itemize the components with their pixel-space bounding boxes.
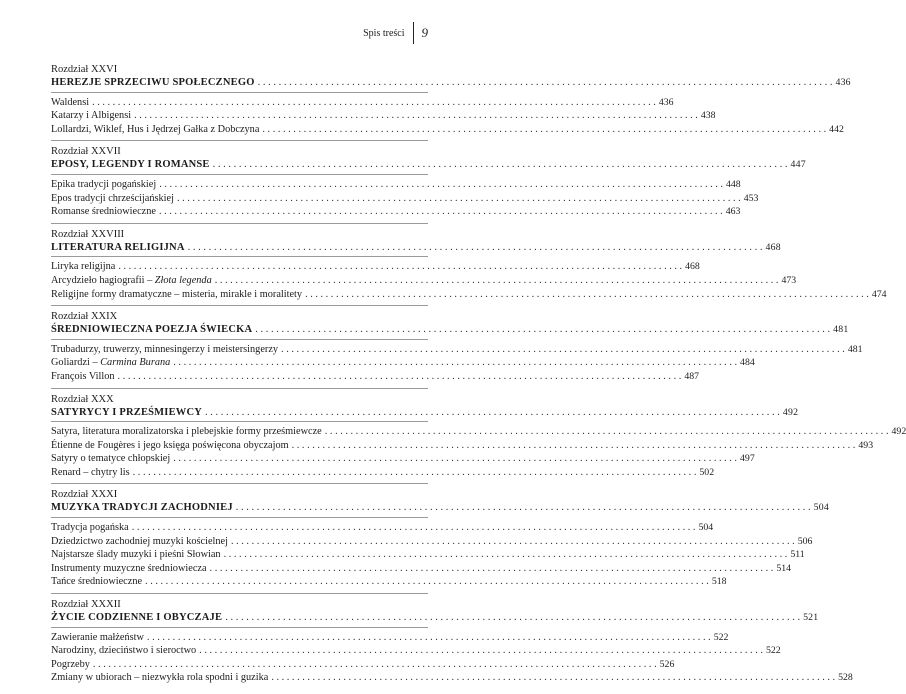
chapter-label: Rozdział XXXI [51, 489, 118, 501]
entry-text: Arcydzieło hagiografii – [51, 274, 155, 286]
entry-text: Étienne de Fougères i jego księga poświęcona obyczajom [51, 439, 289, 451]
dot-leader [134, 109, 698, 123]
chapter-title-row[interactable] [51, 501, 829, 515]
page-number: 9 [421, 25, 428, 40]
header-divider [413, 22, 414, 44]
entry-page-number: 448 [726, 178, 741, 190]
dot-leader [255, 323, 830, 337]
chapter-title: SATYRYCY I PRZEŚMIEWCY [51, 406, 203, 418]
toc-entry[interactable] [51, 123, 844, 137]
dot-leader [159, 178, 723, 192]
chapter-heading [51, 311, 849, 340]
toc-entry[interactable] [51, 370, 700, 384]
toc-entry[interactable] [51, 644, 781, 658]
entry-text: François Villon [51, 370, 115, 382]
entry-text: Narodziny, dzieciństwo i sieroctwo [51, 645, 197, 657]
entry-page-number: 526 [659, 658, 675, 670]
chapter-page-number: 481 [833, 324, 849, 336]
entry-text: Katarzy i Albigensi [51, 110, 132, 122]
entry-page-number: 504 [698, 522, 714, 534]
entry-text: Trubadurzy, truwerzy, minnesingerzy i meistersingerzy [51, 343, 279, 355]
entry-title [51, 521, 129, 535]
chapter-title-row[interactable] [51, 158, 806, 172]
entry-page-number: 442 [829, 123, 844, 135]
chapter-heading [51, 146, 806, 175]
chapter-section [51, 64, 851, 141]
chapter-title-row[interactable] [51, 611, 819, 625]
entry-page-number: 493 [858, 439, 874, 451]
toc-entry[interactable] [51, 575, 727, 589]
chapter-title: EPOSY, LEGENDY I ROMANSE [51, 159, 210, 171]
entry-title [51, 671, 268, 685]
entry-title [51, 644, 196, 658]
entry-page-number: 463 [725, 206, 741, 218]
entry-title [51, 575, 142, 589]
toc-entry[interactable] [51, 631, 729, 645]
dot-leader [262, 123, 826, 137]
entry-title [51, 178, 156, 192]
entry-page-number: 481 [847, 343, 863, 355]
entry-text: Dziedzictwo zachodniej muzyki kościelnej [51, 535, 228, 547]
chapter-title-row[interactable] [51, 76, 851, 90]
entry-text: Pogrzeby [51, 658, 90, 670]
toc-entry[interactable] [51, 205, 741, 219]
dot-leader [292, 439, 856, 453]
dot-leader [147, 631, 711, 645]
entry-text: Zawieranie małżeństw [51, 631, 144, 643]
entry-title [51, 274, 212, 288]
chapter-heading [51, 489, 829, 518]
toc-entry[interactable] [51, 96, 674, 110]
dot-leader [145, 575, 709, 589]
entry-title [51, 466, 130, 480]
entry-title [51, 439, 289, 453]
entry-text: Tańce średniowieczne [51, 576, 143, 588]
toc-entry[interactable] [51, 178, 741, 192]
chapter-heading [51, 599, 819, 628]
entry-title [51, 452, 170, 466]
entry-page-number: 511 [790, 549, 805, 561]
entry-title [51, 535, 228, 549]
entry-page-number: 438 [700, 110, 716, 122]
entry-page-number: 484 [740, 357, 755, 369]
entry-title [51, 288, 302, 302]
entry-title [51, 370, 115, 384]
toc-entry[interactable] [51, 343, 863, 357]
chapter-heading [51, 228, 781, 258]
dot-leader [210, 562, 774, 576]
entry-title [51, 109, 131, 123]
chapter-label: Rozdział XXVIII [51, 228, 125, 240]
dot-leader [118, 260, 682, 274]
toc-entry[interactable] [51, 439, 874, 453]
entry-page-number: 473 [781, 274, 797, 286]
dot-leader [173, 452, 737, 466]
dot-leader [199, 644, 763, 658]
dot-leader [133, 466, 697, 480]
dot-leader [159, 205, 723, 219]
entry-text: Zmiany w ubiorach – niezwykła rola spodni i guzika [51, 672, 269, 684]
entry-text: Tradycja pogańska [51, 522, 129, 534]
entry-text: Epos tradycji chrześcijańskiej [51, 192, 174, 204]
toc-entry[interactable] [51, 288, 887, 302]
dot-leader [92, 96, 656, 110]
chapter-page-number: 468 [765, 241, 781, 253]
entry-title [51, 658, 90, 672]
dot-leader [188, 241, 763, 255]
entry-page-number: 468 [685, 261, 700, 273]
chapter-title: ŚREDNIOWIECZNA POEZJA ŚWIECKA [51, 324, 253, 336]
chapter-title: ŻYCIE CODZIENNE I OBYCZAJE [51, 612, 223, 624]
toc-entry[interactable] [51, 260, 700, 274]
page-header [363, 22, 428, 44]
dot-leader [271, 671, 835, 685]
toc-entry[interactable] [51, 548, 805, 562]
entry-page-number: 492 [891, 426, 906, 438]
chapter-label: Rozdział XXVII [51, 146, 121, 158]
toc-entry[interactable] [51, 425, 906, 439]
dot-leader [93, 658, 657, 672]
chapter-title-row[interactable] [51, 323, 849, 337]
chapter-page-number: 492 [782, 406, 799, 418]
chapter-page-number: 504 [813, 502, 829, 514]
entry-page-number: 487 [684, 370, 700, 382]
toc-entry[interactable] [51, 658, 675, 672]
chapter-section [51, 599, 853, 689]
entry-page-number: 518 [711, 576, 727, 588]
entry-page-number: 522 [713, 631, 729, 643]
entry-title [51, 192, 174, 206]
dot-leader [118, 370, 682, 384]
entry-page-number: 514 [776, 562, 792, 574]
entry-title [51, 343, 278, 357]
entry-text: Epika tradycji pogańskiej [51, 178, 157, 190]
chapter-label: Rozdział XXIX [51, 311, 118, 323]
entry-text: Renard – chytry lis [51, 466, 130, 478]
chapter-section [51, 146, 806, 223]
entry-text: Religijne formy dramatyczne – misteria, mirakle i moralitety [51, 288, 303, 300]
chapter-title-row[interactable] [51, 406, 799, 420]
header-title: Spis treści [363, 27, 405, 39]
entry-text: Najstarsze ślady muzyki i pieśni Słowian [51, 549, 221, 561]
toc-entry[interactable] [51, 452, 755, 466]
chapter-label: Rozdział XXXII [51, 599, 121, 611]
entry-italic-title: Złota legenda [154, 274, 212, 286]
dot-leader [215, 274, 779, 288]
entry-page-number: 453 [743, 192, 759, 204]
toc-entry[interactable] [51, 356, 755, 370]
entry-page-number: 497 [740, 453, 755, 465]
toc-entry[interactable] [51, 109, 716, 123]
entry-title [51, 425, 322, 439]
dot-leader [213, 158, 788, 172]
chapter-title-row[interactable] [51, 241, 781, 255]
dot-leader [231, 535, 795, 549]
chapter-label: Rozdział XXVI [51, 64, 118, 75]
toc-entry[interactable] [51, 274, 797, 288]
chapter-title: MUZYKA TRADYCJI ZACHODNIEJ [51, 502, 233, 514]
entry-text: Lollardzi, Wiklef, Hus i Jędrzej Gałka z Dobczyna [51, 123, 260, 135]
toc-entry[interactable] [51, 562, 792, 576]
dot-leader [177, 192, 741, 206]
entry-text: Satyry o tematyce chłopskiej [51, 453, 171, 465]
chapter-page-number: 521 [803, 612, 819, 624]
entry-page-number: 502 [699, 466, 715, 478]
chapter-label: Rozdział XXX [51, 393, 114, 405]
entry-text: Satyra, literatura moralizatorska i plebejskie formy prześmiewcze [51, 426, 322, 438]
dot-leader [258, 76, 833, 90]
entry-title [51, 260, 115, 274]
chapter-section [51, 311, 863, 388]
entry-text: Waldensi [51, 96, 90, 108]
entry-title [51, 123, 259, 137]
chapter-page-number: 447 [790, 159, 806, 171]
toc-entry[interactable] [51, 466, 715, 480]
chapter-section [51, 489, 829, 594]
entry-text: Instrumenty muzyczne średniowiecza [51, 562, 207, 574]
entry-text: Liryka religijna [51, 261, 116, 273]
dot-leader [236, 501, 811, 515]
entry-text: Romanse średniowieczne [51, 206, 156, 218]
entry-title [51, 562, 207, 576]
entry-title [51, 205, 156, 219]
dot-leader [132, 521, 696, 535]
entry-title [51, 356, 170, 370]
entry-page-number: 506 [797, 535, 813, 547]
toc-entry[interactable] [51, 521, 714, 535]
entry-page-number: 522 [765, 645, 781, 657]
entry-page-number: 474 [871, 288, 887, 300]
toc-entry[interactable] [51, 192, 759, 206]
toc-entry[interactable] [51, 535, 813, 549]
chapter-heading [51, 393, 799, 423]
chapter-page-number: 436 [835, 77, 851, 88]
dot-leader [305, 288, 869, 302]
chapter-title: HEREZJE SPRZECIWU SPOŁECZNEGO [51, 77, 255, 88]
chapter-title: LITERATURA RELIGIJNA [51, 241, 185, 253]
entry-text: Goliardzi – [51, 357, 101, 369]
entry-page-number: 436 [658, 96, 674, 108]
dot-leader [325, 425, 889, 439]
toc-entry[interactable] [51, 671, 853, 685]
dot-leader [205, 406, 780, 420]
dot-leader [225, 611, 800, 625]
chapter-section [51, 228, 887, 306]
entry-italic-title: Carmina Burana [100, 357, 171, 369]
dot-leader [281, 343, 845, 357]
entry-page-number: 528 [838, 672, 853, 684]
entry-title [51, 548, 221, 562]
dot-leader [173, 356, 737, 370]
chapter-section [51, 393, 906, 485]
entry-title [51, 631, 144, 645]
dot-leader [224, 548, 788, 562]
entry-title [51, 96, 89, 110]
table-of-contents [51, 64, 906, 694]
chapter-heading [51, 64, 851, 93]
